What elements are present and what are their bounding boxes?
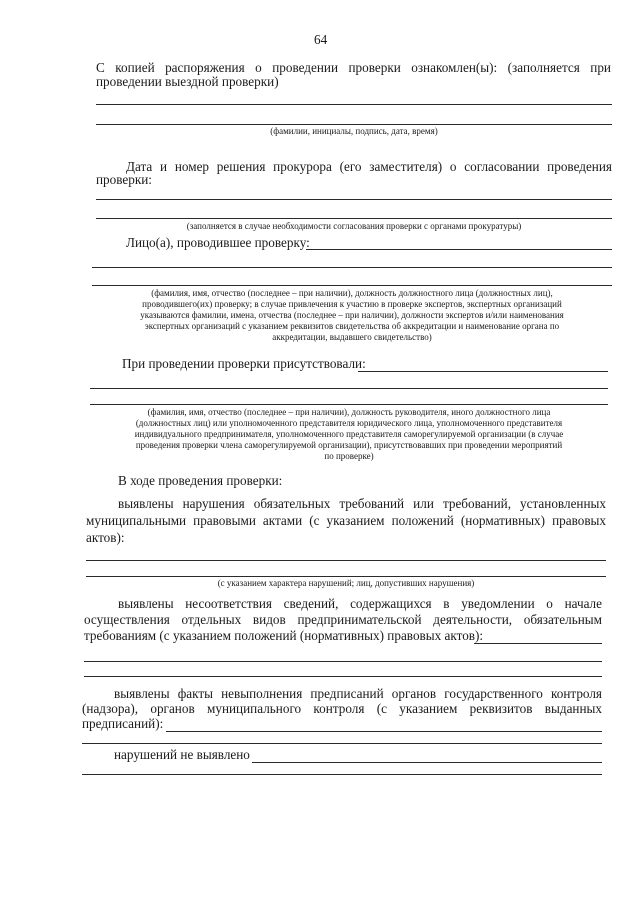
inspector-label: Лицо(а), проводившее проверку: — [126, 235, 310, 250]
inspector-caption-line: аккредитации, выдавшего свидетельство) — [272, 332, 432, 342]
orders-field[interactable] — [166, 731, 602, 732]
present-line[interactable] — [90, 404, 608, 405]
copy-notice-line-2: проведении выездной проверки) — [96, 74, 279, 89]
signature-caption: (фамилии, инициалы, подпись, дата, время) — [270, 126, 438, 136]
inspector-caption-line: экспертных организаций с указанием реквизитов свидетельства об аккредитации и наименование органа по — [144, 321, 560, 331]
inspector-caption-line: указываются фамилии, имена, отчества (последнее – при наличии), должности экспертов и/или наименования — [140, 310, 564, 320]
page-number: 64 — [314, 32, 328, 47]
orders-line-2: (надзора), органов муниципального контроля (с указанием реквизитов выданных — [82, 701, 602, 716]
prosecutor-decision-line[interactable] — [96, 199, 612, 200]
present-caption-line: по проверке) — [324, 451, 374, 461]
discrepancy-field[interactable] — [474, 643, 602, 644]
discrepancy-line-1: выявлены несоответствия сведений, содержащихся в уведомлении о начале — [118, 596, 602, 611]
present-field[interactable] — [358, 371, 608, 372]
violations-line[interactable] — [86, 576, 606, 577]
no-violations-field[interactable] — [252, 762, 602, 763]
inspector-caption-line: проводившего(их) проверку; в случае привлечения к участию в проверке экспертов, экспертных организаций — [142, 299, 562, 309]
no-violations-line[interactable] — [82, 774, 602, 775]
orders-line-1: выявлены факты невыполнения предписаний органов государственного контроля — [114, 686, 602, 701]
violations-line-1: выявлены нарушения обязательных требований или требований, установленных — [118, 496, 606, 511]
present-caption-line: индивидуального предпринимателя, уполномоченного представителя саморегулируемой организации (в случае — [134, 429, 564, 439]
violations-line-2: муниципальными правовыми актами (с указанием положений (нормативных) правовых — [86, 513, 606, 528]
violations-line-3: актов): — [86, 530, 125, 545]
orders-line-3: предписаний): — [82, 716, 164, 731]
present-label: При проведении проверки присутствовали: — [122, 356, 366, 371]
copy-notice-line-1: С копией распоряжения о проведении проверки ознакомлен(ы): (заполняется при — [96, 60, 611, 75]
orders-line[interactable] — [82, 743, 602, 744]
present-caption-line: (фамилия, имя, отчество (последнее – при наличии), должность руководителя, иного должностного лица — [147, 407, 551, 417]
present-caption-line: проведения проверки члена саморегулируемой организации), присутствовавших при проведении мероприятий — [135, 440, 563, 450]
inspector-caption-line: (фамилия, имя, отчество (последнее – при наличии), должность должностного лица (должностных лиц), — [151, 288, 553, 298]
inspector-line[interactable] — [92, 267, 612, 268]
violations-caption: (с указанием характера нарушений; лиц, допустивших нарушения) — [217, 578, 475, 588]
prosecutor-decision-line-1: Дата и номер решения прокурора (его заместителя) о согласовании проведения — [126, 159, 612, 174]
findings-heading: В ходе проведения проверки: — [118, 473, 283, 488]
prosecutor-caption: (заполняется в случае необходимости согласования проверки с органами прокуратуры) — [186, 221, 522, 231]
signature-line[interactable] — [96, 104, 612, 105]
inspector-line[interactable] — [92, 285, 612, 286]
prosecutor-decision-line[interactable] — [96, 218, 612, 219]
discrepancy-line-3: требованиям (с указанием положений (нормативных) правовых актов): — [84, 628, 484, 643]
discrepancy-line-2: осуществления отдельных видов предпринимательской деятельности, обязательным — [84, 612, 602, 627]
signature-line[interactable] — [96, 124, 612, 125]
discrepancy-line[interactable] — [84, 661, 602, 662]
violations-line[interactable] — [86, 560, 606, 561]
discrepancy-line[interactable] — [84, 676, 602, 677]
prosecutor-decision-line-2: проверки: — [96, 172, 152, 187]
inspector-field[interactable] — [306, 249, 612, 250]
present-line[interactable] — [90, 388, 608, 389]
present-caption-line: (должностных лиц) или уполномоченного представителя юридического лица, уполномоченного представителя — [135, 418, 563, 428]
no-violations-label: нарушений не выявлено — [114, 747, 250, 762]
